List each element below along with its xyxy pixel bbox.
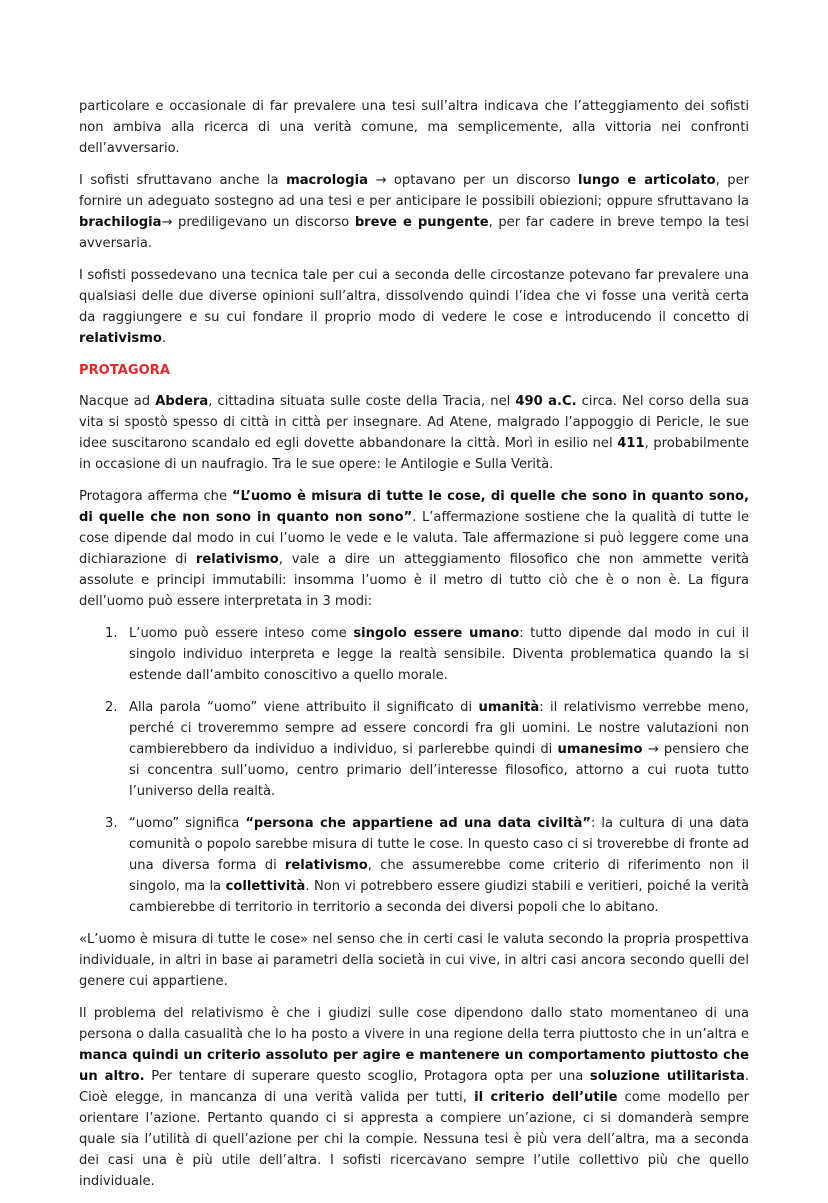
arrow-icon: → (642, 742, 664, 757)
arrow-icon: → (161, 215, 179, 230)
term-macrologia: macrologia (286, 173, 368, 188)
paragraph-relativismo-intro: I sofisti possedevano una tecnica tale per cui a seconda delle circostanze potevano far prevalere una qualsiasi delle due diverse opinioni sull’altra, dissolvendo quindi l’idea che vi fosse una verità certa da raggiungere e su cui fondare il proprio modo di vedere le cose e introducendo il concetto di relativismo. (79, 268, 749, 346)
term-abdera: Abdera (155, 394, 209, 409)
paragraph-macrologia: I sofisti sfruttavano anche la macrologia → optavano per un discorso lungo e articolato, per fornire un adeguato sostegno ad una tesi e per anticipare le possibili obiezioni; oppure sfruttavano la brachilogia→ prediligevano un discorso breve e pungente, per far cadere in breve tempo la tesi avversaria. (79, 173, 750, 251)
term-singolo-essere-umano: singolo essere umano (353, 626, 520, 641)
term-relativismo: relativismo (195, 552, 279, 567)
term-criterio-assoluto: manca quindi un criterio assoluto per agire e mantenere un comportamento piuttosto che un altro. (79, 1048, 749, 1084)
arrow-icon: → (367, 173, 394, 188)
list-number: 1. (105, 626, 118, 641)
term-brachilogia: brachilogia (79, 215, 162, 230)
paragraph-problema-relativismo: Il problema del relativismo è che i giudizi sulle cose dipendono dallo stato momentaneo di una persona o dalla casualità che lo ha posto a vivere in una regione della terra piuttosto che in un’altra e manca quindi un criterio assoluto per agire e mantenere un comportamento piuttosto che un altro. Per tentare di superare questo scoglio, Protagora opta per una soluzione utilitarista. Cioè elegge, in mancanza di una verità valida per tutti, il criterio dell’utile come modello per orientare l’azione. Pertanto quando ci si appresta a compiere un’azione, ci si domanderà sempre quale sia l’utilità di quell’azione per chi la compie. Nessuna tesi è più vera dell’altra, ma a seconda dei casi una è più utile dell’altra. I sofisti ricercavano sempre l’utile collettivo più che quello individuale. (79, 1006, 749, 1189)
section-heading-protagora: PROTAGORA (79, 363, 170, 378)
term-umanesimo: umanesimo (557, 742, 643, 757)
numbered-list-interpretazioni (79, 623, 749, 918)
list-number: 3. (105, 816, 118, 831)
quote-uomo-misura: “L’uomo è misura di tutte le cose, di quelle che sono in quanto sono, di quelle che non sono in quanto non sono” (79, 489, 749, 525)
paragraph-sofisti-intro: particolare e occasionale di far prevalere una tesi sull’altra indicava che l’atteggiamento dei sofisti non ambiva alla ricerca di una verità comune, ma semplicemente, alla vittoria nei confronti dell’avversario. (79, 99, 749, 156)
term-umanita: umanità (478, 700, 540, 715)
list-item: 1. L’uomo può essere inteso come singolo essere umano: tutto dipende dal modo in cui il singolo individuo interpreta e legge la realtà sensibile. Diventa problematica quando la si estende dall’ambito conoscitivo a quello morale. (79, 623, 749, 686)
list-item: 3. “uomo” significa “persona che appartiene ad una data civiltà”: la cultura di una data comunità o popolo sarebbe misura di tutte le cose. In questo caso ci si troverebbe di fronte ad una diversa forma di relativismo, che assumerebbe come criterio di riferimento non il singolo, ma la collettività. Non vi potrebbero essere giudizi stabili e veritieri, poiché la verità cambierebbe di territorio in territorio a seconda dei diversi popoli che lo abitano. (79, 813, 749, 918)
paragraph-uomo-misura: Protagora afferma che “L’uomo è misura di tutte le cose, di quelle che sono in quanto sono, di quelle che non sono in quanto non sono”. L’affermazione sostiene che la qualità di tutte le cose dipende dal modo in cui l’uomo le vede e le valuta. Tale affermazione si può leggere come una dichiarazione di relativismo, vale a dire un atteggiamento filosofico che non ammette verità assolute e principi immutabili: insomma l’uomo è il metro di tutto ciò che è o non è. La figura dell’uomo può essere interpretata in 3 modi: (79, 489, 749, 609)
term-relativismo: relativismo (284, 858, 368, 873)
term-death-year: 411 (617, 436, 645, 451)
term-persona-civilta: “persona che appartiene ad una data civiltà” (245, 816, 591, 831)
term-breve-pungente: breve e pungente (354, 215, 489, 230)
term-birth-year: 490 a.C. (515, 394, 577, 409)
term-soluzione-utilitarista: soluzione utilitarista (589, 1069, 745, 1084)
list-number: 2. (105, 700, 118, 715)
document-page (79, 96, 749, 1203)
list-item: 2. Alla parola “uomo” viene attribuito il significato di umanità: il relativismo verrebbe meno, perché ci troveremmo sempre ad essere concordi fra gli uomini. Le nostre valutazioni non cambierebbero da individuo a individuo, si parlerebbe quindi di umanesimo → pensiero che si concentra sull’uomo, centro primario dell’interesse filosofico, attorno a cui ruota tutto l’universo della realtà. (79, 697, 749, 802)
term-lungo-articolato: lungo e articolato (578, 173, 716, 188)
paragraph-misura-sensi: «L’uomo è misura di tutte le cose» nel senso che in certi casi le valuta secondo la propria prospettiva individuale, in altri in base ai parametri della società in cui vive, in altri casi ancora secondo quelli del genere cui appartiene. (79, 932, 749, 989)
paragraph-protagora-bio: Nacque ad Abdera, cittadina situata sulle coste della Tracia, nel 490 a.C. circa. Nel corso della sua vita si spostò spesso di città in città per insegnare. Ad Atene, malgrado l’appoggio di Pericle, le sue idee suscitarono scandalo ed egli dovette abbandonare la città. Morì in esilio nel 411, probabilmente in occasione di un naufragio. Tra le sue opere: le Antilogie e Sulla Verità. (79, 394, 749, 472)
term-relativismo: relativismo (79, 331, 162, 346)
term-criterio-utile: il criterio dell’utile (474, 1090, 618, 1105)
term-collettivita: collettività (225, 879, 306, 894)
